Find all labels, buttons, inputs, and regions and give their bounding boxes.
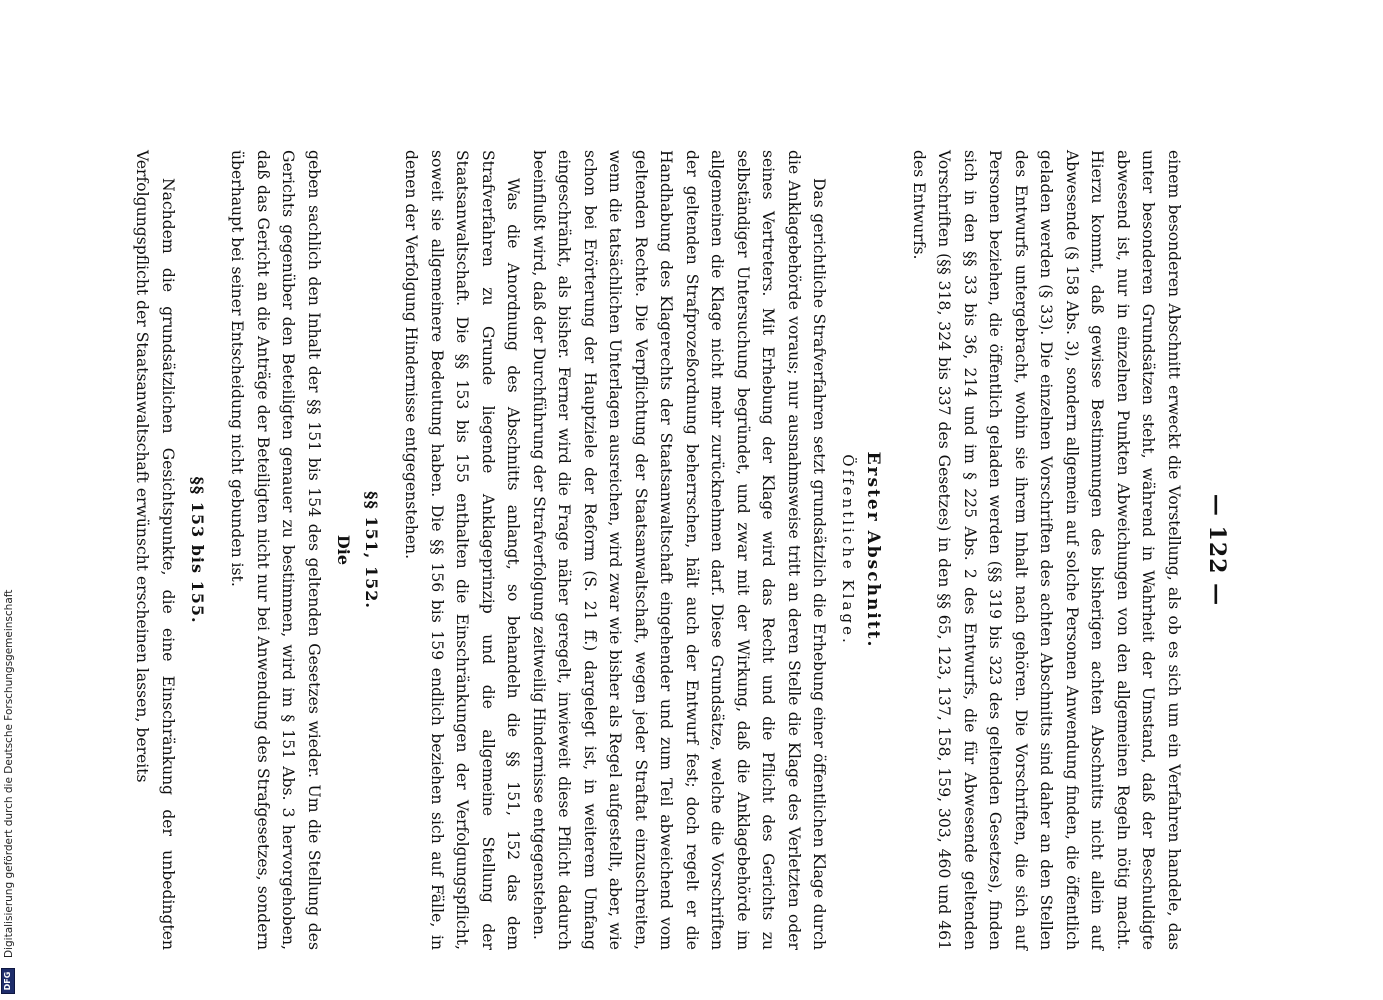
paragraph-heading-151-152: §§ 151, 152. (362, 491, 381, 609)
page-number: — 122 — (1204, 493, 1230, 607)
catchword: Die (334, 534, 353, 566)
section-title: Erster Abschnitt. (863, 451, 884, 649)
section-paragraph: Was die Anordnung des Abschnitts anlangt, so behandeln die §§ 151, 152 das dem Strafverfahren zu Grunde liegende Anklageprinzip und die allgemeine Stellung der Staatsanwaltschaft. Die §§ 153 bis 155 enthalten die Einschränkungen der Verfolgungspflicht, soweit sie allgemeinere Bedeutung haben. Die §§ 156 bis 159 endlich beziehen sich auf Fälle, in denen der Verfolgung Hindernisse entgegenstehen. (402, 150, 523, 950)
dfg-logo-text: DFG (3, 971, 12, 991)
digitization-credit: Digitalisierung gefördert durch die Deutsche Forschungsgemeinschaft (3, 589, 15, 958)
dfg-logo (1, 968, 15, 994)
section-paragraph: Das gerichtliche Strafverfahren setzt grundsätzlich die Erhebung einer öffentlichen Klage durch die Anklagebehörde voraus; nur ausnahmsweise tritt an deren Stelle die Klage des Verletzten oder seines Vertreters. Mit Erhebung der Klage wird das Recht und die Pflicht des Gerichts zu selbständiger Untersuchung begründet, und zwar mit der Wirkung, daß die Anklagebehörde im allgemeinen die Klage nicht mehr zurücknehmen darf. Diese Grundsätze, welche die Vorschriften der geltenden Strafprozeßordnung beherrschen, hält auch der Entwurf fest; doch regelt er die Handhabung des Klagerechts der Staatsanwaltschaft eingehender und zum Teil abweichend vom geltenden Rechte. Die Verpflichtung der Staatsanwaltschaft, wegen jeder Straftat einzuschreiten, wenn die tatsächlichen Unterlagen ausreichen, wird zwar wie bisher als Regel aufgestellt, aber, wie schon bei Erörterung der Hauptziele der Reform (S. 21 ff.) dargelegt ist, in weiterem Umfang eingeschränkt, als bisher. Ferner wird die Frage näher geregelt, inwieweit diese Pflicht dadurch beeinflußt wird, daß der Durchführung der Strafverfolgung zeitweilig Hindernisse entgegenstehen. (530, 150, 829, 950)
intro-paragraph: einem besonderen Abschnitt erweckt die Vorstellung, als ob es sich um ein Verfahren handele, das unter besonderen Grundsätzen steht, während in Wahrheit der Umstand, daß der Beschuldigte abwesend ist, nur in einzelnen Punkten Abweichungen von den allgemeinen Regeln nötig macht. Hierzu kommt, daß gewisse Bestimmungen des bisherigen achten Abschnitts nicht allein auf Abwesende (§ 158 Abs. 3), sondern allgemein auf solche Personen Anwendung finden, die öffentlich geladen werden (§ 33). Die einzelnen Vorschriften des achten Abschnitts sind daher an den Stellen des Entwurfs untergebracht, wohin sie ihrem Inhalt nach gehören. Die Vorschriften, die sich auf Personen beziehen, die öffentlich geladen werden (§§ 319 bis 323 des geltenden Gesetzes), finden sich in den §§ 33 bis 36, 214 und im § 225 Abs. 2 des Entwurfs, die für Abwesende geltenden Vorschriften (§§ 318, 324 bis 337 des Gesetzes) in den §§ 65, 123, 137, 158, 159, 303, 460 und 461 des Entwurfs. (910, 150, 1183, 950)
paragraph-153-155: Nachdem die grundsätzlichen Gesichtspunkte, die eine Einschränkung der unbedingten Verfolgungspflicht der Staatsanwaltschaft erwünscht erscheinen lassen, bereits (133, 150, 177, 950)
paragraph-151-152: geben sachlich den Inhalt der §§ 151 bis 154 des geltenden Gesetzes wieder. Um die Stellung des Gerichts gegenüber den Beteiligten genauer zu bestimmen, wird im § 151 Abs. 3 hervorgehoben, daß das Gericht an die Anträge der Beteiligten nicht nur bei Anwendung des Strafgesetzes, sondern überhaupt bei seiner Entscheidung nicht gebunden ist. (228, 150, 323, 950)
rotated-document-page (110, 150, 1230, 950)
paragraph-heading-153-155: §§ 153 bis 155. (188, 476, 207, 624)
section-subtitle: Öffentliche Klage. (839, 454, 858, 646)
